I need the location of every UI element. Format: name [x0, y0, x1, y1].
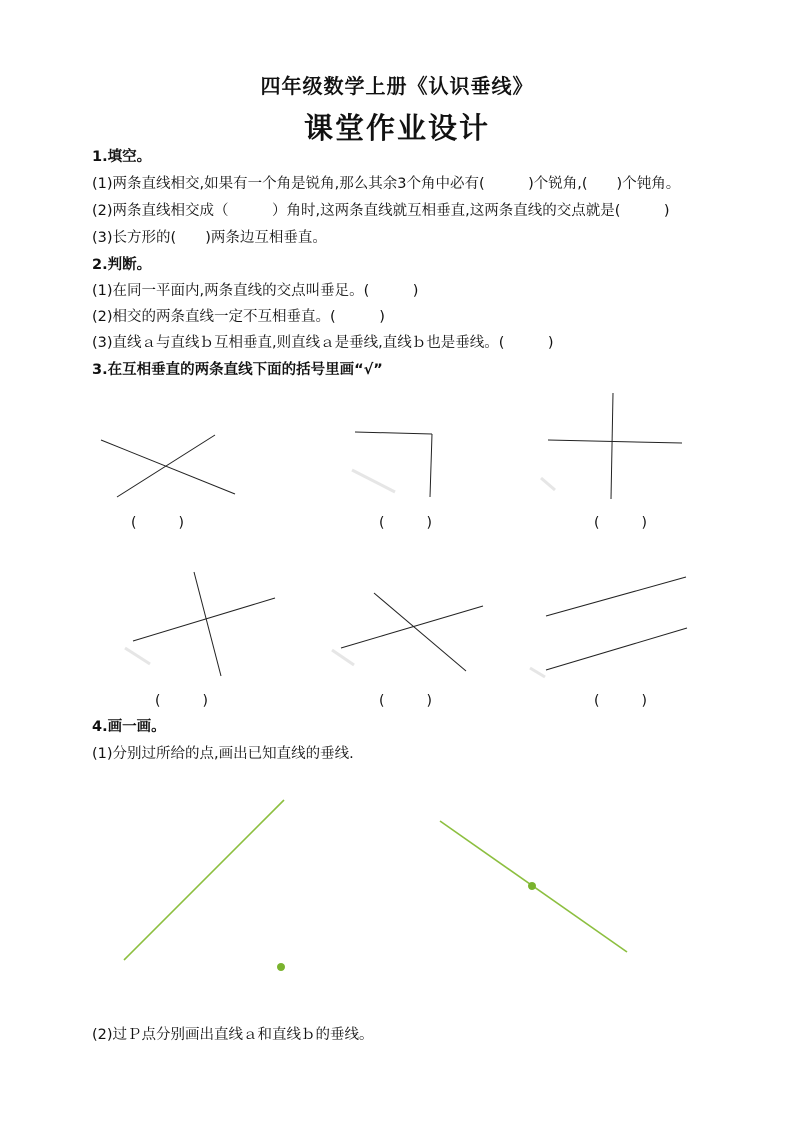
- q3-answer-5[interactable]: ( ): [379, 693, 432, 709]
- q4-point-1: [277, 963, 285, 971]
- q4-figures: [124, 800, 627, 971]
- q3-fig4-line-a: [133, 598, 275, 641]
- q1-item-2: (2)两条直线相交成（ ）角时,这两条直线就互相垂直,这两条直线的交点就是( ): [92, 203, 670, 219]
- q3-figure-2: [352, 432, 432, 497]
- q3-fig3-line-b: [611, 393, 613, 499]
- q3-figure-1: [101, 435, 235, 497]
- q2-item-2: (2)相交的两条直线一定不互相垂直。( ): [92, 309, 385, 325]
- q3-answer-3[interactable]: ( ): [594, 515, 647, 531]
- q3-answer-4[interactable]: ( ): [155, 693, 208, 709]
- q3-answer-6[interactable]: ( ): [594, 693, 647, 709]
- q2-item-1: (1)在同一平面内,两条直线的交点叫垂足。( ): [92, 283, 419, 299]
- q3-fig2-line-a: [355, 432, 432, 434]
- q3-figure-5: [332, 593, 483, 671]
- q3-fig1-line-a: [101, 440, 235, 494]
- q1-item-1: (1)两条直线相交,如果有一个角是锐角,那么其余3个角中必有( )个锐角,( )个钝角。: [92, 176, 681, 192]
- page-title: 四年级数学上册《认识垂线》: [260, 74, 534, 98]
- q1-item-3: (3)长方形的( )两条边互相垂直。: [92, 230, 327, 246]
- q3-fig5-line-a: [341, 606, 483, 648]
- q2-item-3: (3)直线ａ与直线ｂ互相垂直,则直线ａ是垂线,直线ｂ也是垂线。( ): [92, 335, 554, 351]
- q3-answer-1[interactable]: ( ): [131, 515, 184, 531]
- q4-line-1: [124, 800, 284, 960]
- q3-figure-4: [125, 572, 275, 676]
- q3-answer-2[interactable]: ( ): [379, 515, 432, 531]
- q3-fig6-shadow: [530, 668, 545, 677]
- q3-fig4-shadow: [125, 648, 150, 664]
- q3-figure-6: [530, 577, 687, 677]
- q2-heading: 2.判断。: [92, 257, 152, 273]
- q3-figure-3: [541, 393, 682, 499]
- q3-fig3-shadow: [541, 478, 555, 490]
- q3-fig5-shadow: [332, 650, 354, 665]
- q3-heading: 3.在互相垂直的两条直线下面的括号里画“√”: [92, 362, 383, 378]
- q3-fig6-line-a: [546, 577, 686, 616]
- q4-item-1: (1)分别过所给的点,画出已知直线的垂线.: [92, 746, 354, 762]
- q3-fig4-line-b: [194, 572, 221, 676]
- q3-fig2-shadow: [352, 470, 395, 492]
- q3-fig6-line-b: [546, 628, 687, 670]
- q4-item-2: (2)过Ｐ点分别画出直线ａ和直线ｂ的垂线。: [92, 1027, 374, 1043]
- q1-heading: 1.填空。: [92, 149, 152, 165]
- q4-line-2: [440, 821, 627, 952]
- q3-fig2-line-b: [430, 434, 432, 497]
- q3-fig5-line-b: [374, 593, 466, 671]
- page-subtitle: 课堂作业设计: [303, 111, 490, 145]
- q4-point-2: [528, 882, 536, 890]
- q3-fig3-line-a: [548, 440, 682, 443]
- q3-fig1-line-b: [117, 435, 215, 497]
- q4-heading: 4.画一画。: [92, 719, 166, 735]
